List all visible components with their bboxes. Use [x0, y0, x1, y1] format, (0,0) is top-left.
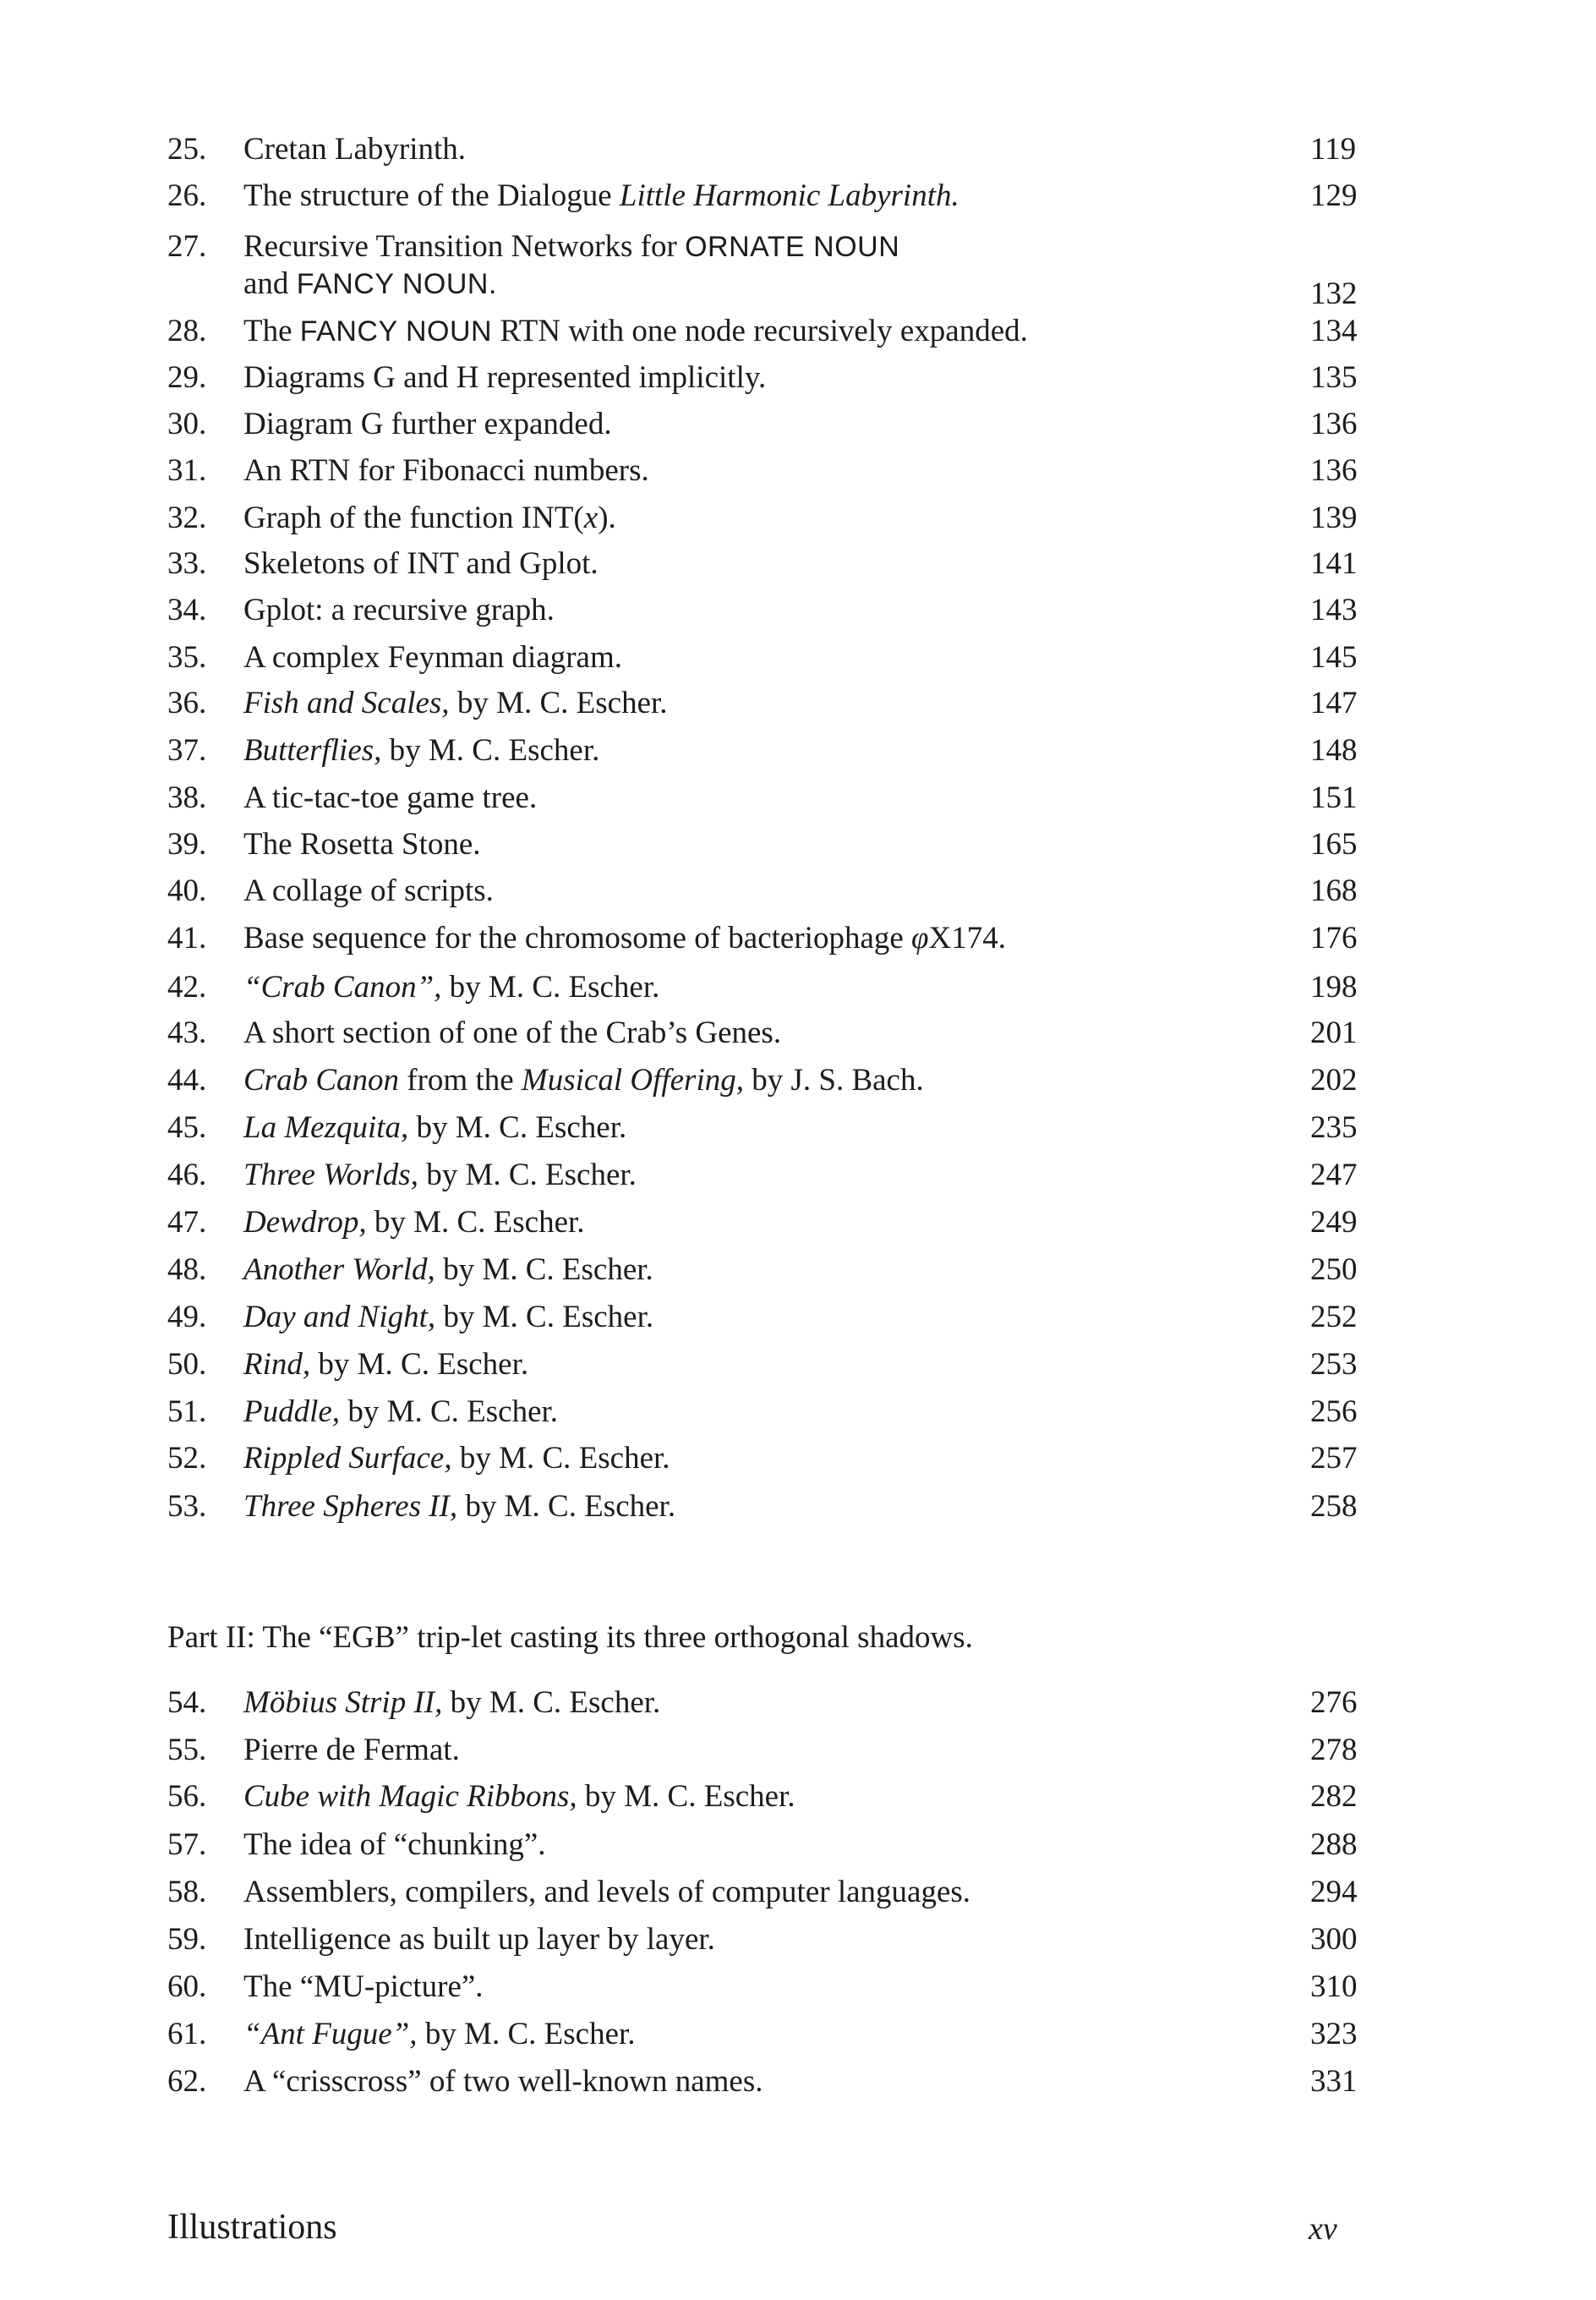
entry-number: 38.: [167, 780, 207, 815]
entry-title-segment: Musical Offering,: [521, 1063, 744, 1098]
entry-title: [243, 1109, 626, 1147]
entry-number: 49.: [167, 1300, 207, 1334]
entry-page-number: 136: [1310, 453, 1358, 488]
entry-title-segment: Butterflies,: [243, 733, 382, 768]
entry-title-segment: Puddle,: [243, 1394, 341, 1429]
entry-title-segment: ORNATE NOUN: [685, 231, 900, 263]
entry-title-segment: Three Worlds,: [243, 1158, 418, 1192]
entry-title-segment: Möbius Strip II,: [243, 1685, 443, 1720]
entry-page-number: 249: [1310, 1205, 1358, 1240]
entry-title-segment: Crab Canon: [243, 1063, 400, 1098]
entry-page-number: 134: [1310, 314, 1358, 348]
entry-page-number: 250: [1310, 1252, 1358, 1287]
entry-title-segment: Little Harmonic Labyrinth.: [619, 178, 959, 213]
entry-title: [243, 406, 612, 443]
entry-title: [243, 545, 598, 583]
entry-number: 60.: [167, 1969, 207, 2004]
entry-number: 36.: [167, 686, 207, 720]
entry-title-segment: by M. C. Escher.: [435, 1300, 654, 1334]
entry-title-segment: Skeletons of INT and Gplot.: [243, 546, 598, 581]
entry-title-segment: by M. C. Escher.: [408, 1110, 627, 1145]
entry-title-segment: and: [243, 266, 297, 301]
entry-number: 28.: [167, 314, 207, 348]
entry-page-number: 276: [1310, 1685, 1358, 1720]
entry-number: 33.: [167, 546, 207, 581]
entry-page-number: 168: [1310, 873, 1358, 908]
entry-number: 35.: [167, 640, 207, 675]
entry-title-segment: by M. C. Escher.: [457, 1489, 676, 1524]
entry-page-number: 288: [1310, 1827, 1358, 1862]
entry-title-segment: by M. C. Escher.: [441, 970, 660, 1005]
entry-page-number: 139: [1310, 501, 1358, 535]
entry-title-segment: Another World,: [243, 1252, 435, 1287]
entry-title-segment: Rippled Surface,: [243, 1441, 452, 1476]
entry-title: [243, 452, 649, 490]
entry-title-segment: by M. C. Escher.: [310, 1347, 529, 1382]
entry-title: [243, 1251, 653, 1289]
entry-page-number: 294: [1310, 1875, 1358, 1909]
entry-page-number: 202: [1310, 1063, 1358, 1098]
entry-number: 26.: [167, 178, 207, 213]
entry-number: 39.: [167, 827, 207, 862]
entry-title-segment: FANCY NOUN: [299, 315, 493, 348]
entry-title: [243, 1684, 660, 1722]
entry-page-number: 141: [1310, 546, 1358, 581]
entry-title: [243, 873, 494, 910]
entry-title-segment: Dewdrop,: [243, 1205, 367, 1240]
entry-number: 30.: [167, 407, 207, 441]
entry-title: [243, 685, 668, 722]
entry-number: 54.: [167, 1685, 207, 1720]
entry-title-segment: A short section of one of the Crab’s Genes.: [243, 1016, 782, 1050]
entry-title-segment: FANCY NOUN.: [296, 268, 497, 300]
entry-page-number: 201: [1310, 1016, 1358, 1050]
entry-title-segment: by M. C. Escher.: [366, 1205, 585, 1240]
entry-title-segment: Gplot: a recursive graph.: [243, 593, 555, 627]
entry-title-segment: Cretan Labyrinth.: [243, 132, 467, 167]
entry-title: [243, 1874, 970, 1911]
entry-page-number: 148: [1310, 733, 1358, 768]
entry-title: [243, 1488, 675, 1525]
entry-number: 62.: [167, 2064, 207, 2099]
entry-title: [243, 1921, 715, 1958]
entry-page-number: 247: [1310, 1158, 1358, 1192]
entry-number: 53.: [167, 1489, 207, 1524]
entry-number: 31.: [167, 453, 207, 488]
entry-title-segment: X174.: [928, 921, 1007, 956]
entry-number: 46.: [167, 1158, 207, 1192]
entry-title-segment: A “crisscross” of two well-known names.: [243, 2064, 763, 2099]
page-number: xv: [1309, 2211, 1337, 2247]
entry-page-number: 151: [1310, 780, 1358, 815]
entry-title: [243, 639, 622, 676]
entry-title: [243, 2016, 636, 2053]
entry-page-number: 323: [1310, 2017, 1358, 2051]
entry-page-number: 300: [1310, 1922, 1358, 1957]
entry-number: 61.: [167, 2017, 207, 2051]
entry-title: [243, 1299, 653, 1336]
entry-title-segment: Cube with Magic Ribbons,: [243, 1779, 577, 1814]
part-heading: Part II: The “EGB” trip-let casting its three orthogonal shadows.: [167, 1620, 973, 1655]
entry-number: 58.: [167, 1875, 207, 1909]
entry-title-segment: An RTN for Fibonacci numbers.: [243, 453, 649, 488]
entry-title-segment: “Crab Canon”,: [243, 970, 442, 1005]
entry-page-number: 310: [1310, 1969, 1358, 2004]
entry-number: 48.: [167, 1252, 207, 1287]
entry-title-segment: Rind,: [243, 1347, 311, 1382]
entry-title-segment: Assemblers, compilers, and levels of computer languages.: [243, 1875, 971, 1909]
entry-page-number: 252: [1310, 1300, 1358, 1334]
entry-number: 57.: [167, 1827, 207, 1862]
entry-title-segment: Pierre de Fermat.: [243, 1733, 460, 1767]
entry-number: 25.: [167, 132, 207, 167]
entry-title-segment: from the: [399, 1063, 522, 1098]
entry-number: 44.: [167, 1063, 207, 1098]
entry-title: [243, 1826, 546, 1864]
running-footer-title: Illustrations: [167, 2208, 337, 2247]
entry-title-segment: Diagram G further expanded.: [243, 407, 612, 441]
entry-title: [243, 920, 1006, 957]
entry-number: 42.: [167, 970, 207, 1005]
entry-title-segment: The structure of the Dialogue: [243, 178, 620, 213]
entry-title-segment: by M. C. Escher.: [435, 1252, 653, 1287]
entry-number: 37.: [167, 733, 207, 768]
entry-page-number: 253: [1310, 1347, 1358, 1382]
entry-title-segment: Day and Night,: [243, 1300, 436, 1334]
entry-page-number: 135: [1310, 360, 1358, 395]
entry-title: [243, 1015, 781, 1052]
entry-title-segment: Graph of the function INT(: [243, 501, 584, 535]
entry-title-continued: [243, 266, 497, 303]
entry-title-segment: ).: [598, 501, 616, 535]
entry-page-number: 119: [1310, 132, 1357, 167]
entry-title: [243, 1157, 637, 1194]
entry-title: [243, 500, 616, 537]
entry-page-number: 198: [1310, 970, 1358, 1005]
entry-number: 40.: [167, 873, 207, 908]
entry-title: [243, 969, 659, 1006]
entry-number: 34.: [167, 593, 207, 627]
entry-page-number: 278: [1310, 1733, 1358, 1767]
entry-number: 50.: [167, 1347, 207, 1382]
entry-page-number: 258: [1310, 1489, 1358, 1524]
entry-title: [243, 732, 599, 769]
entry-title: [243, 228, 899, 266]
entry-title: [243, 313, 1028, 350]
entry-title-segment: by M. C. Escher.: [451, 1441, 670, 1476]
entry-title: [243, 359, 766, 397]
entry-title-segment: by M. C. Escher.: [577, 1779, 795, 1814]
entry-title-segment: La Mezquita,: [243, 1110, 409, 1145]
entry-title: [243, 1346, 528, 1383]
entry-title-segment: by M. C. Escher.: [442, 1685, 661, 1720]
entry-number: 56.: [167, 1779, 207, 1814]
entry-title-segment: by M. C. Escher.: [449, 686, 668, 720]
entry-page-number: 176: [1310, 921, 1358, 956]
entry-title-segment: Fish and Scales,: [243, 686, 450, 720]
entry-number: 29.: [167, 360, 207, 395]
entry-title-segment: A complex Feynman diagram.: [243, 640, 623, 675]
entry-title-segment: by M. C. Escher.: [381, 733, 600, 768]
entry-number: 41.: [167, 921, 207, 956]
entry-title: [243, 826, 481, 863]
entry-title-segment: Base sequence for the chromosome of bacteriophage: [243, 921, 912, 956]
entry-title-segment: The idea of “chunking”.: [243, 1827, 546, 1862]
entry-number: 55.: [167, 1733, 207, 1767]
entry-title: [243, 178, 959, 215]
entry-page-number: 282: [1310, 1779, 1358, 1814]
entry-page-number: 257: [1310, 1441, 1358, 1476]
entry-page-number: 129: [1310, 178, 1358, 213]
entry-title-segment: by M. C. Escher.: [418, 1158, 637, 1192]
entry-title: [243, 2063, 762, 2100]
entry-page-number: 256: [1310, 1394, 1358, 1429]
entry-number: 52.: [167, 1441, 207, 1476]
entry-page-number: 147: [1310, 686, 1358, 720]
entry-page-number: 235: [1310, 1110, 1358, 1145]
entry-number: 32.: [167, 501, 207, 535]
entry-title-segment: by J. S. Bach.: [743, 1063, 924, 1098]
entry-number: 47.: [167, 1205, 207, 1240]
entry-page-number: 136: [1310, 407, 1358, 441]
entry-title-segment: Recursive Transition Networks for: [243, 229, 686, 264]
entry-number: 59.: [167, 1922, 207, 1957]
entry-title: [243, 1204, 585, 1241]
entry-title-segment: φ: [911, 921, 929, 956]
entry-title-segment: The Rosetta Stone.: [243, 827, 481, 862]
entry-page-number: 143: [1310, 593, 1358, 627]
entry-title-segment: The “MU-picture”.: [243, 1969, 484, 2004]
entry-title: [243, 131, 466, 168]
entry-page-number: 331: [1310, 2064, 1358, 2099]
entry-title-segment: by M. C. Escher.: [340, 1394, 559, 1429]
entry-page-number: 145: [1310, 640, 1358, 675]
entry-number: 27.: [167, 229, 207, 264]
entry-title: [243, 1394, 558, 1431]
entry-title: [243, 1440, 670, 1477]
entry-title: [243, 1062, 924, 1099]
entry-title-segment: by M. C. Escher.: [417, 2017, 636, 2051]
entry-title: [243, 1969, 484, 2006]
entry-page-number: 165: [1310, 827, 1358, 862]
entry-title-segment: A collage of scripts.: [243, 873, 494, 908]
entry-title-segment: “Ant Fugue”,: [243, 2017, 418, 2051]
entry-title: [243, 1732, 460, 1769]
entry-title: [243, 592, 555, 629]
entry-title-segment: Intelligence as built up layer by layer.: [243, 1922, 715, 1957]
entry-number: 51.: [167, 1394, 207, 1429]
entry-title-segment: RTN with one node recursively expanded.: [492, 314, 1028, 348]
entry-title: [243, 780, 537, 817]
entry-number: 45.: [167, 1110, 207, 1145]
entry-title-segment: Diagrams G and H represented implicitly.: [243, 360, 767, 395]
entry-title-segment: A tic-tac-toe game tree.: [243, 780, 538, 815]
entry-page-number: 132: [1310, 277, 1358, 311]
entry-title-segment: Three Spheres II,: [243, 1489, 458, 1524]
entry-title: [243, 1778, 795, 1815]
entry-title-segment: The: [243, 314, 300, 348]
entry-title-segment: x: [583, 501, 598, 535]
entry-number: 43.: [167, 1016, 207, 1050]
